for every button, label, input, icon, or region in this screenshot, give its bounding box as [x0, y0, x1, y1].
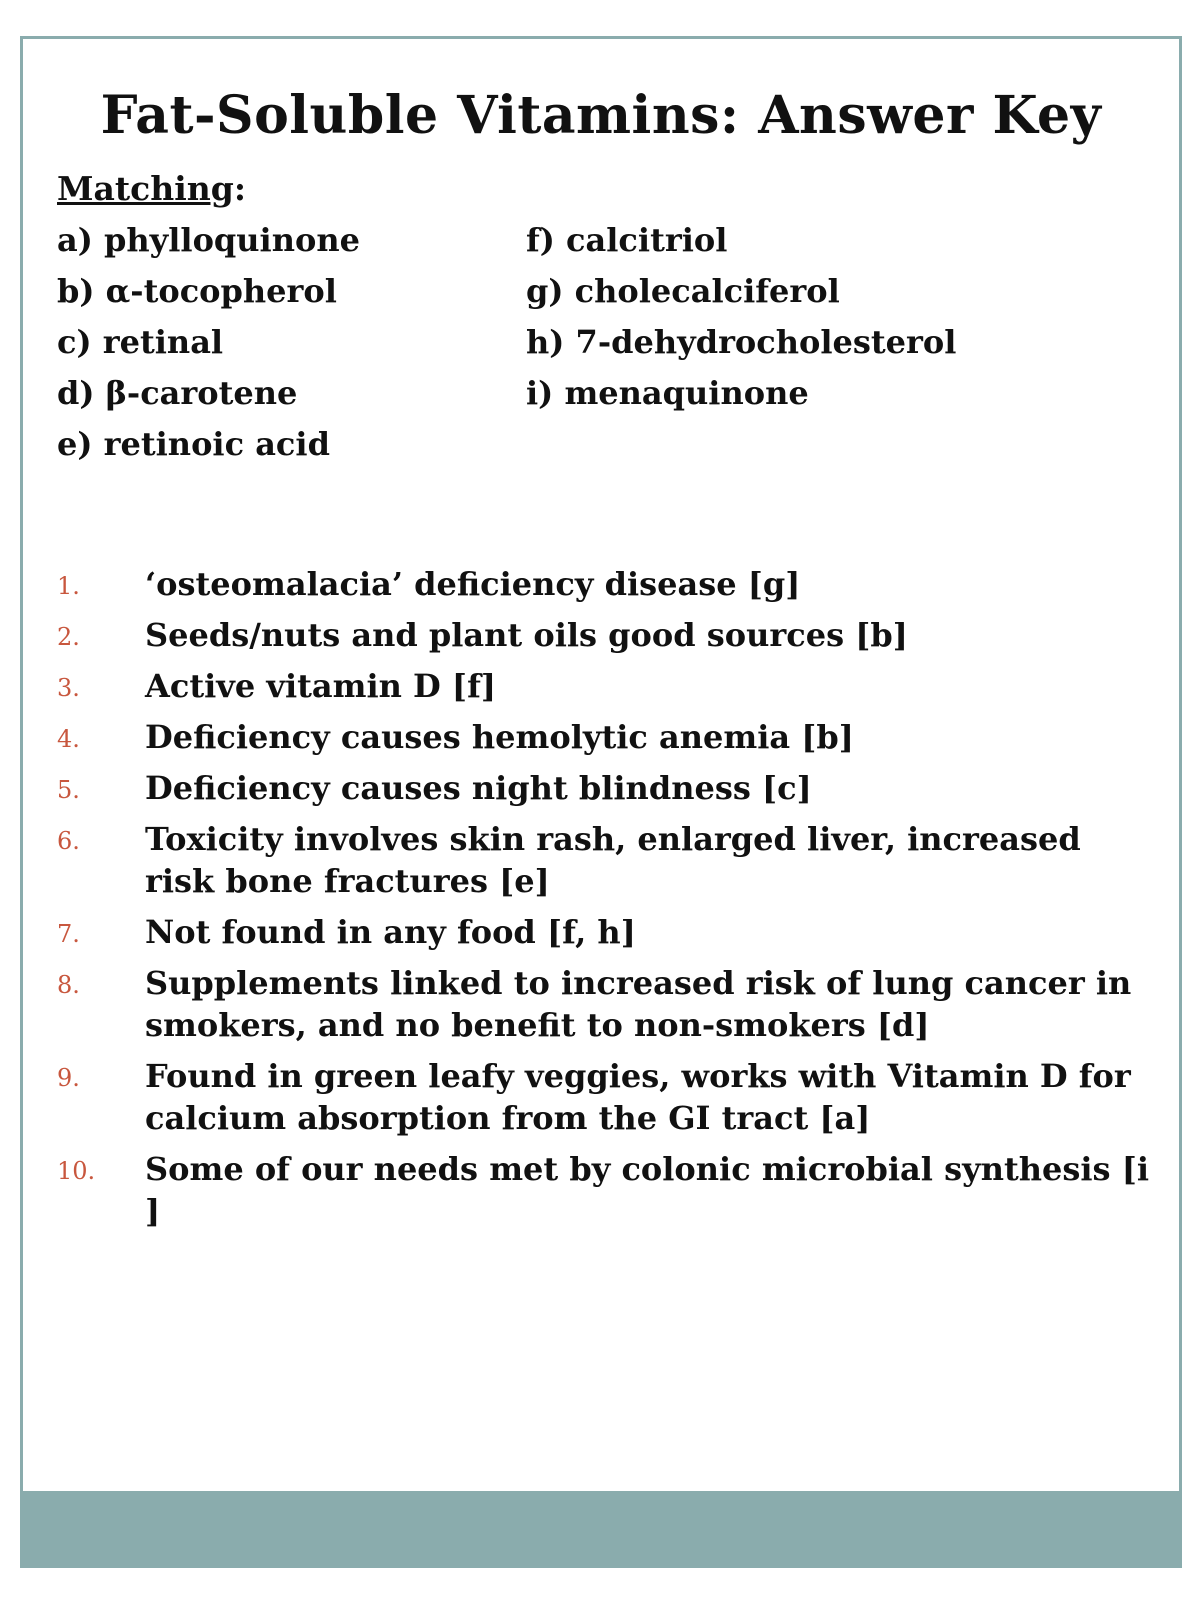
question-item — [57, 911, 1157, 953]
question-item — [57, 716, 1157, 758]
question-number: 5. — [57, 776, 80, 804]
question-item — [57, 563, 1157, 605]
question-number: 9. — [57, 1064, 80, 1092]
matching-heading — [57, 169, 246, 208]
question-item — [57, 767, 1157, 809]
question-number: 4. — [57, 725, 80, 753]
question-text: Not found in any food [f, h] — [145, 913, 636, 951]
matching-option-b: b) α-tocopherol — [57, 272, 337, 310]
question-number: 3. — [57, 674, 80, 702]
question-item — [57, 962, 1157, 1046]
question-item — [57, 1148, 1157, 1232]
question-number: 7. — [57, 920, 80, 948]
matching-option-c: c) retinal — [57, 323, 224, 361]
matching-option-a: a) phylloquinone — [57, 221, 360, 259]
matching-option-f: f) calcitriol — [526, 221, 728, 259]
slide-frame — [20, 36, 1182, 1568]
question-item — [57, 614, 1157, 656]
question-text: Found in green leafy veggies, works with Vitamin D for calcium absorption from the GI tract [a] — [145, 1057, 1131, 1137]
matching-option-h: h) 7-dehydrocholesterol — [526, 323, 957, 361]
question-number: 10. — [57, 1157, 96, 1185]
question-text: Seeds/nuts and plant oils good sources [b] — [145, 616, 908, 654]
matching-heading-label: Matching — [57, 169, 234, 208]
question-number: 1. — [57, 572, 80, 600]
footer-band — [23, 1491, 1179, 1565]
matching-options-left — [57, 217, 360, 472]
question-text: Toxicity involves skin rash, enlarged liver, increased risk bone fractures [e] — [145, 820, 1081, 900]
matching-option-i: i) menaquinone — [526, 374, 809, 412]
page-title: Fat-Soluble Vitamins: Answer Key — [100, 85, 1102, 146]
question-list — [57, 563, 1157, 1241]
matching-heading-colon: : — [233, 169, 247, 208]
question-item — [57, 665, 1157, 707]
question-text: ‘osteomalacia’ deficiency disease [g] — [145, 565, 801, 603]
matching-options-right — [526, 217, 956, 421]
question-number: 8. — [57, 971, 80, 999]
question-item — [57, 818, 1157, 902]
question-number: 6. — [57, 827, 80, 855]
question-number: 2. — [57, 623, 80, 651]
question-text: Deficiency causes night blindness [c] — [145, 769, 812, 807]
question-text: Some of our needs met by colonic microbial synthesis [i ] — [145, 1150, 1149, 1230]
question-text: Deficiency causes hemolytic anemia [b] — [145, 718, 854, 756]
question-text: Supplements linked to increased risk of lung cancer in smokers, and no benefit to non-smokers [d] — [145, 964, 1132, 1044]
matching-option-d: d) β-carotene — [57, 374, 298, 412]
matching-option-e: e) retinoic acid — [57, 425, 330, 463]
question-item — [57, 1055, 1157, 1139]
matching-option-g: g) cholecalciferol — [526, 272, 840, 310]
question-text: Active vitamin D [f] — [145, 667, 496, 705]
